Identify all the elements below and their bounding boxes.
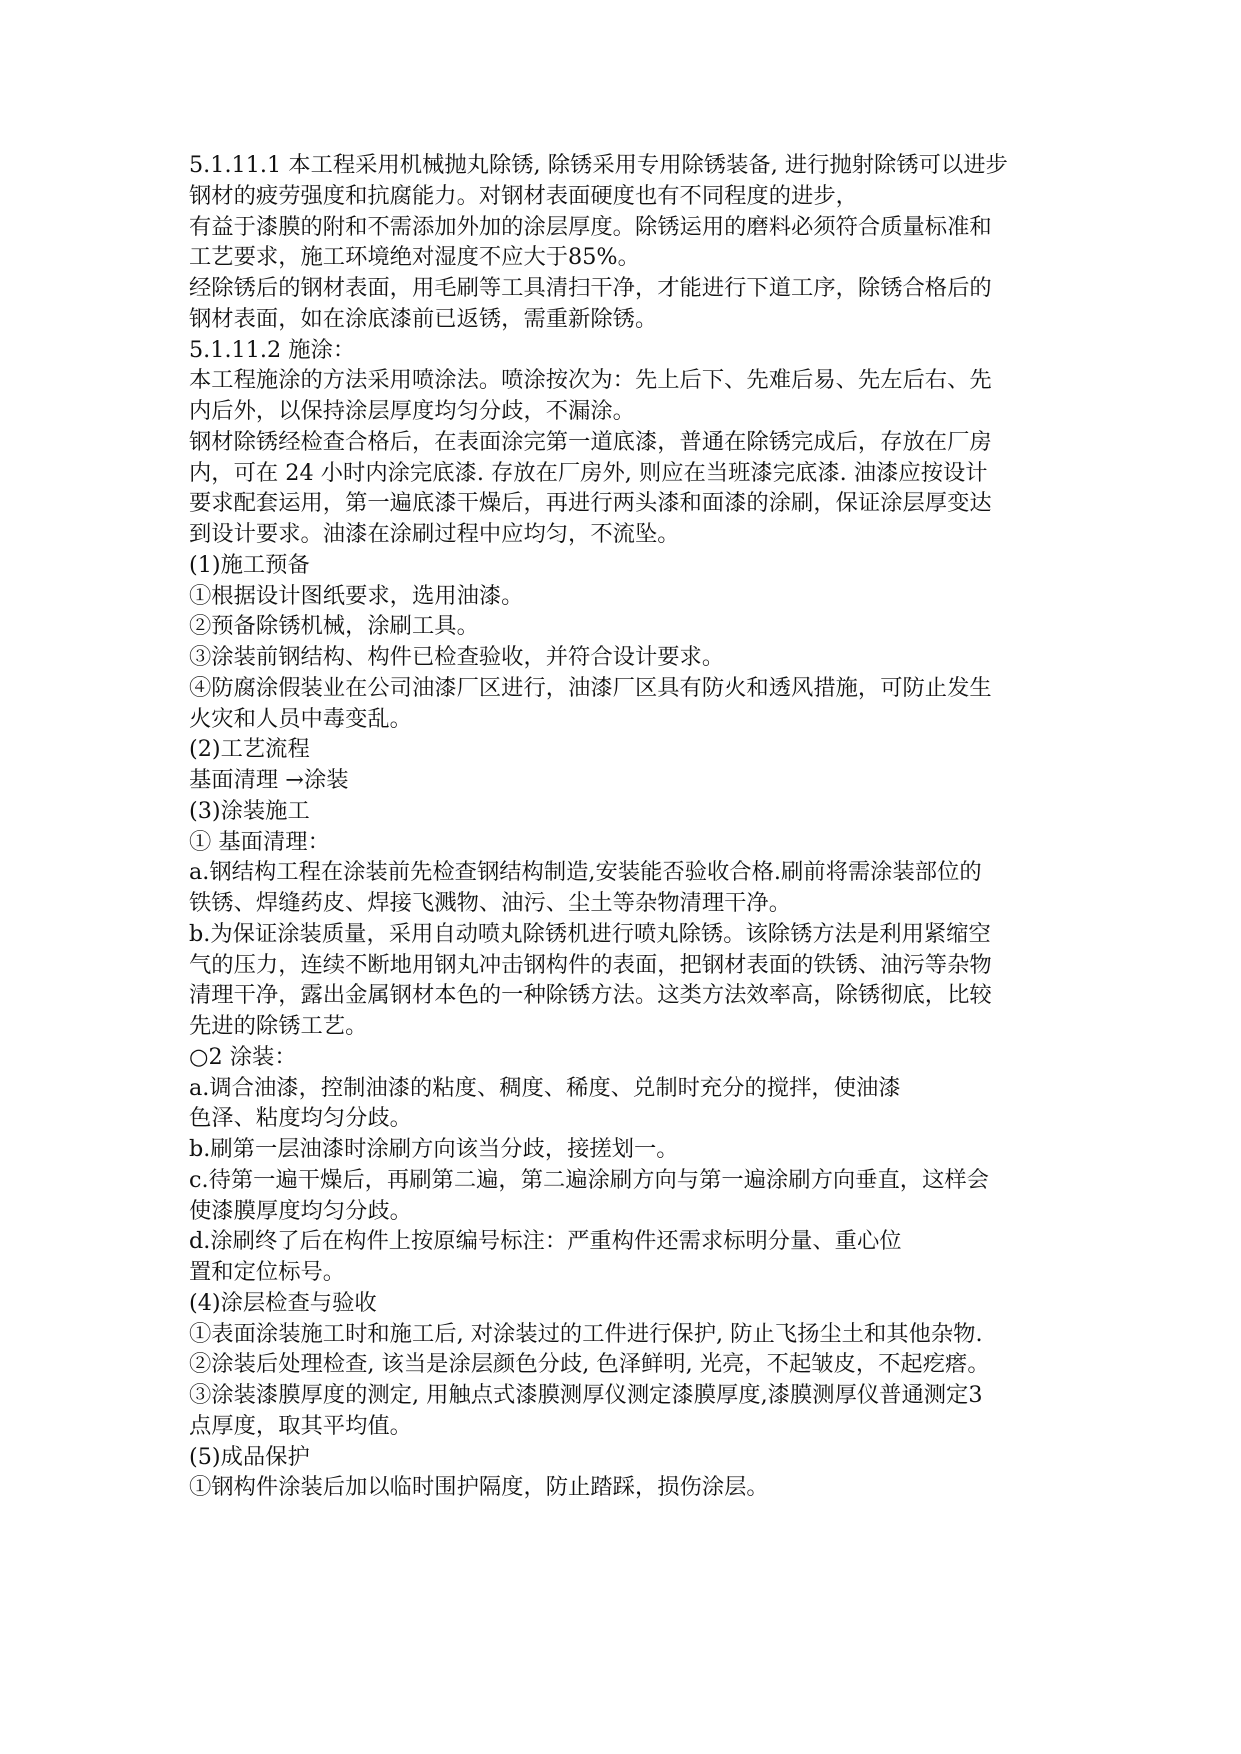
text-line: 到设计要求。油漆在涂刷过程中应均匀，不流坠。: [189, 521, 680, 547]
text-line: 有益于漆膜的附和不需添加外加的涂层厚度。除锈运用的磨料必须符合质量标准和: [189, 213, 992, 240]
text-line: a.钢结构工程在涂装前先检查钢结构制造,安装能否验收合格.刷前将需涂装部位的: [189, 859, 982, 886]
text-line: 置和定位标号。: [189, 1259, 346, 1285]
text-line: d.涂刷终了后在构件上按原编号标注：严重构件还需求标明分量、重心位: [189, 1228, 902, 1255]
subsection-heading: (1)施工预备: [189, 551, 310, 578]
text-line: 内后外，以保持涂层厚度均匀分歧，不漏涂。: [189, 398, 635, 424]
text-line: b.刷第一层油漆时涂刷方向该当分歧，接搓划一。: [189, 1136, 679, 1162]
text-line: 经除锈后的钢材表面，用毛刷等工具清扫干净，才能进行下道工序，除锈合格后的: [189, 275, 992, 301]
subsection-heading: (4)涂层检查与验收: [189, 1289, 377, 1316]
section-heading: 5.1.11.2 施涂：: [189, 336, 356, 363]
list-item: ①根据设计图纸要求，选用油漆。: [189, 582, 524, 609]
text-line: 先进的除锈工艺。: [189, 1013, 368, 1039]
text-line: 要求配套运用，第一遍底漆干燥后，再进行两头漆和面漆的涂刷，保证涂层厚变达: [189, 490, 992, 517]
text-line: 色泽、粘度均匀分歧。: [189, 1105, 412, 1132]
list-item: ④防腐涂假装业在公司油漆厂区进行，油漆厂区具有防火和透风措施，可防止发生: [189, 674, 992, 701]
list-item: ③涂装漆膜厚度的测定, 用触点式漆膜测厚仪测定漆膜厚度,漆膜测厚仪普通测定3: [189, 1382, 983, 1408]
list-item: ○2 涂装：: [189, 1043, 297, 1070]
text-line: 钢材的疲劳强度和抗腐能力。对钢材表面硬度也有不同程度的进步，: [189, 182, 858, 209]
text-line: 铁锈、焊缝药皮、焊接飞溅物、油污、尘土等杂物清理干净。: [189, 890, 792, 916]
list-item: ①表面涂装施工时和施工后, 对涂装过的工件进行保护, 防止飞扬尘土和其他杂物.: [189, 1320, 983, 1347]
subsection-heading: (2)工艺流程: [189, 736, 310, 763]
list-item: ②涂装后处理检查, 该当是涂层颜色分歧, 色泽鲜明, 光亮，不起皱皮，不起疙瘩。: [189, 1351, 990, 1378]
text-line: 5.1.11.1 本工程采用机械抛丸除锈, 除锈采用专用除锈装备, 进行抛射除锈可以进步: [189, 152, 1008, 178]
text-line: 使漆膜厚度均匀分歧。: [189, 1197, 412, 1224]
document-body: [189, 150, 1069, 1503]
text-line: 气的压力，连续不断地用钢丸冲击钢构件的表面，把钢材表面的铁锈、油污等杂物: [189, 951, 992, 978]
text-line: c.待第一遍干燥后，再刷第二遍，第二遍涂刷方向与第一遍涂刷方向垂直，这样会: [189, 1166, 989, 1193]
list-item: ① 基面清理：: [189, 828, 330, 855]
text-line: b.为保证涂装质量，采用自动喷丸除锈机进行喷丸除锈。该除锈方法是利用紧缩空: [189, 920, 991, 947]
text-line: 钢材表面，如在涂底漆前已返锈，需重新除锈。: [189, 305, 658, 332]
text-line: 清理干净，露出金属钢材本色的一种除锈方法。这类方法效率高，除锈彻底，比较: [189, 982, 992, 1009]
text-line: 火灾和人员中毒变乱。: [189, 705, 412, 732]
list-item: ③涂装前钢结构、构件已检查验收，并符合设计要求。: [189, 644, 725, 670]
text-line: 钢材除锈经检查合格后，在表面涂完第一道底漆，普通在除锈完成后，存放在厂房: [189, 428, 992, 455]
text-line: a.调合油漆，控制油漆的粘度、稠度、稀度、兑制时充分的搅拌，使油漆: [189, 1074, 901, 1101]
text-line: 内，可在 24 小时内涂完底漆. 存放在厂房外, 则应在当班漆完底漆. 油漆应按设计: [189, 459, 988, 486]
subsection-heading: (3)涂装施工: [189, 797, 310, 824]
subsection-heading: (5)成品保护: [189, 1443, 310, 1470]
text-line: 基面清理 →涂装: [189, 767, 349, 793]
list-item: ②预备除锈机械，涂刷工具。: [189, 613, 479, 640]
text-line: 点厚度，取其平均值。: [189, 1412, 412, 1439]
text-line: 工艺要求，施工环境绝对湿度不应大于85%。: [189, 244, 640, 271]
list-item: ①钢构件涂装后加以临时围护隔度，防止踏踩，损伤涂层。: [189, 1474, 769, 1501]
text-line: 本工程施涂的方法采用喷涂法。喷涂按次为：先上后下、先难后易、先左后右、先: [189, 367, 992, 394]
